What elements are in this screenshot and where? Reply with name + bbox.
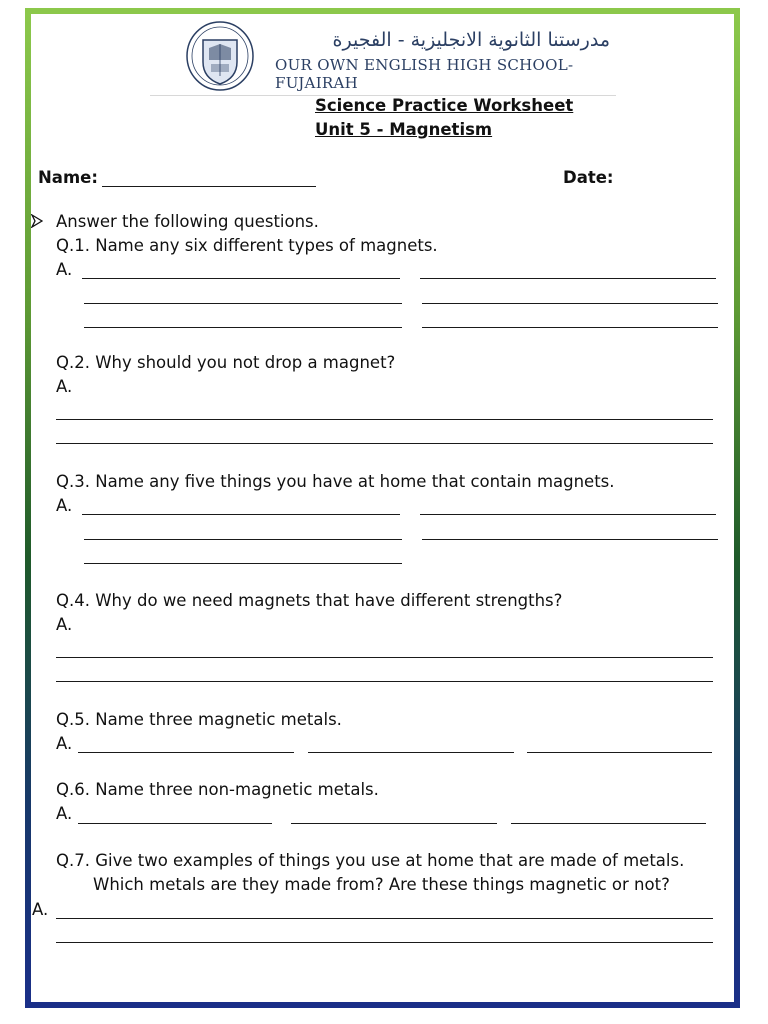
answer-line[interactable] [56, 942, 713, 943]
name-label: Name: [38, 168, 98, 187]
answer-line[interactable] [56, 681, 713, 682]
answer-line[interactable] [82, 514, 400, 515]
answer-line[interactable] [291, 823, 497, 824]
school-crest-logo [185, 20, 255, 92]
answer-line[interactable] [527, 752, 712, 753]
school-name-english: OUR OWN ENGLISH HIGH SCHOOL-FUJAIRAH [275, 56, 574, 92]
answer-line[interactable] [84, 539, 402, 540]
answer-line[interactable] [422, 539, 718, 540]
date-label: Date: [563, 168, 614, 187]
answer-line[interactable] [56, 657, 713, 658]
answer-line[interactable] [511, 823, 706, 824]
answer-label: A. [56, 260, 73, 279]
answer-line[interactable] [82, 278, 400, 279]
worksheet-title: Science Practice Worksheet [315, 96, 574, 115]
instruction-text: Answer the following questions. [56, 212, 319, 231]
answer-label: A. [56, 804, 73, 823]
answer-label: A. [56, 377, 73, 396]
answer-line[interactable] [422, 303, 718, 304]
question-4: Q.4. Why do we need magnets that have different strengths? [56, 591, 563, 610]
answer-label: A. [56, 734, 73, 753]
answer-line[interactable] [84, 563, 402, 564]
answer-label: A. [56, 496, 73, 515]
answer-line[interactable] [84, 303, 402, 304]
answer-line[interactable] [56, 918, 713, 919]
answer-line[interactable] [56, 443, 713, 444]
name-field[interactable] [102, 186, 316, 187]
answer-line[interactable] [78, 823, 272, 824]
answer-label: A. [32, 900, 49, 919]
question-6: Q.6. Name three non-magnetic metals. [56, 780, 379, 799]
answer-line[interactable] [308, 752, 514, 753]
question-3: Q.3. Name any five things you have at home that contain magnets. [56, 472, 615, 491]
school-header [150, 18, 616, 96]
worksheet-unit: Unit 5 - Magnetism [315, 120, 493, 139]
answer-line[interactable] [420, 278, 716, 279]
school-name-arabic: مدرستنا الثانوية الانجليزية - الفجيرة [332, 29, 610, 51]
answer-line[interactable] [56, 419, 713, 420]
question-1: Q.1. Name any six different types of magnets. [56, 236, 438, 255]
answer-line[interactable] [84, 327, 402, 328]
question-5: Q.5. Name three magnetic metals. [56, 710, 342, 729]
question-7: Q.7. Give two examples of things you use at home that are made of metals. [56, 851, 685, 870]
answer-label: A. [56, 615, 73, 634]
answer-line[interactable] [78, 752, 294, 753]
answer-line[interactable] [420, 514, 716, 515]
arrow-bullet-icon [31, 214, 43, 228]
question-2: Q.2. Why should you not drop a magnet? [56, 353, 396, 372]
question-7-continued: Which metals are they made from? Are these things magnetic or not? [93, 875, 670, 894]
answer-line[interactable] [422, 327, 718, 328]
